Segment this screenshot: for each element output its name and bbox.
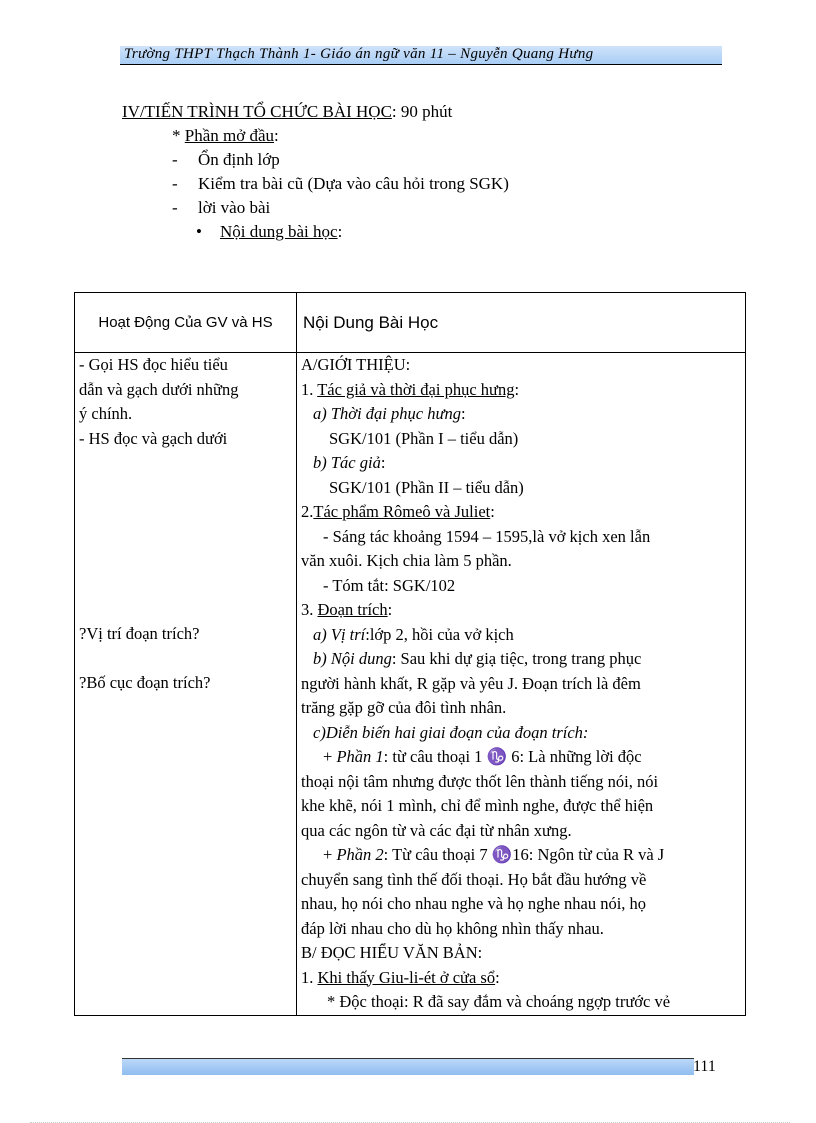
text-line: qua các ngôn từ và các đại từ nhân xưng. [301, 820, 572, 840]
text-line: * Độc thoại: R đã say đắm và choáng ngợp trước vẻ [327, 992, 671, 1011]
col-header-activity: Hoạt Động Của GV và HS [75, 293, 297, 353]
text-line: chuyển sang tình thế đối thoại. Họ bắt đầu hướng về [301, 869, 647, 889]
list-item: - lời vào bài [172, 198, 271, 217]
sub-a3a: a) Vị trí:lớp 2, hồi của vở kịch [313, 624, 514, 644]
text-line: - HS đọc và gạch dưới [79, 428, 228, 448]
heading-b: B/ ĐỌC HIỂU VĂN BẢN: [301, 943, 483, 962]
sub-a3c: c)Diễn biến hai giai đoạn của đoạn trích: [313, 722, 589, 742]
page-header: Trường THPT Thạch Thành 1- Giáo án ngữ văn 11 – Nguyễn Quang Hưng [124, 46, 594, 62]
text-line: SGK/101 (Phần II – tiểu dẫn) [329, 477, 524, 497]
heading-a2: 2.Tác phẩm Rômeô và Juliet: [301, 502, 495, 521]
heading-a: A/GIỚI THIỆU: [301, 355, 411, 374]
text-line: nhau, họ nói cho nhau nghe và họ nghe nhau nói, họ [301, 894, 647, 913]
page-number: 111 [693, 1058, 716, 1075]
list-item: - Kiểm tra bài cũ (Dựa vào câu hỏi trong SGK) [172, 174, 509, 193]
text-line: văn xuôi. Kịch chia làm 5 phần. [301, 551, 512, 570]
bullet-heading: • Nội dung bài học: [196, 222, 343, 241]
text-line: - Gọi HS đọc hiểu tiểu [79, 355, 228, 374]
text-line: đáp lời nhau cho dù họ không nhìn thấy nhau. [301, 918, 604, 938]
sub-a1b: b) Tác giả: [313, 453, 386, 472]
text-line: dẫn và gạch dưới những [79, 379, 239, 399]
text-line: - Sáng tác khoảng 1594 – 1595,là vở kịch xen lẫn [323, 526, 651, 546]
section-title: IV/TIẾN TRÌNH TỔ CHỨC BÀI HỌC: 90 phút [122, 102, 453, 121]
list-item: - Ổn định lớp [172, 150, 280, 169]
heading-b1: 1. Khi thấy Giu-li-ét ở cửa sổ: [301, 967, 500, 987]
text-line: thoại nội tâm nhưng được thốt lên thành tiếng nói, nói [301, 771, 659, 791]
content-column [297, 353, 746, 1016]
text-line: SGK/101 (Phần I – tiểu dẫn) [329, 428, 519, 448]
col-header-content: Nội Dung Bài Học [297, 293, 746, 353]
text-line: - Tóm tắt: SGK/102 [323, 575, 456, 595]
text-line: trăng gặp gỡ của đôi tình nhân. [301, 698, 507, 717]
lesson-section [122, 100, 509, 244]
part-1: + Phần 1: từ câu thoại 1 ♑ 6: Là những lời độc [323, 747, 642, 766]
question-position: ?Vị trí đoạn trích? [79, 624, 200, 643]
question-structure: ?Bố cục đoạn trích? [79, 673, 211, 692]
text-line: khe khẽ, nói 1 mình, chỉ để mình nghe, được thể hiện [301, 796, 654, 815]
activity-column [75, 353, 297, 1016]
sub-a1a: a) Thời đại phục hưng: [313, 404, 466, 423]
intro-heading: * Phần mở đầu: [172, 126, 279, 145]
sub-a3b: b) Nội dung: Sau khi dự giạ tiệc, trong trang phục [313, 649, 642, 668]
part-2: + Phần 2: Từ câu thoại 7 ♑16: Ngôn từ của R và J [323, 845, 665, 864]
footer-band [122, 1058, 694, 1075]
heading-a1: 1. Tác giả và thời đại phục hưng: [301, 379, 520, 399]
text-line: ý chính. [79, 404, 133, 423]
text-line: người hành khất, R gặp và yêu J. Đoạn trích là đêm [301, 673, 641, 693]
heading-a3: 3. Đoạn trích: [301, 600, 393, 619]
lesson-table [74, 292, 746, 1016]
